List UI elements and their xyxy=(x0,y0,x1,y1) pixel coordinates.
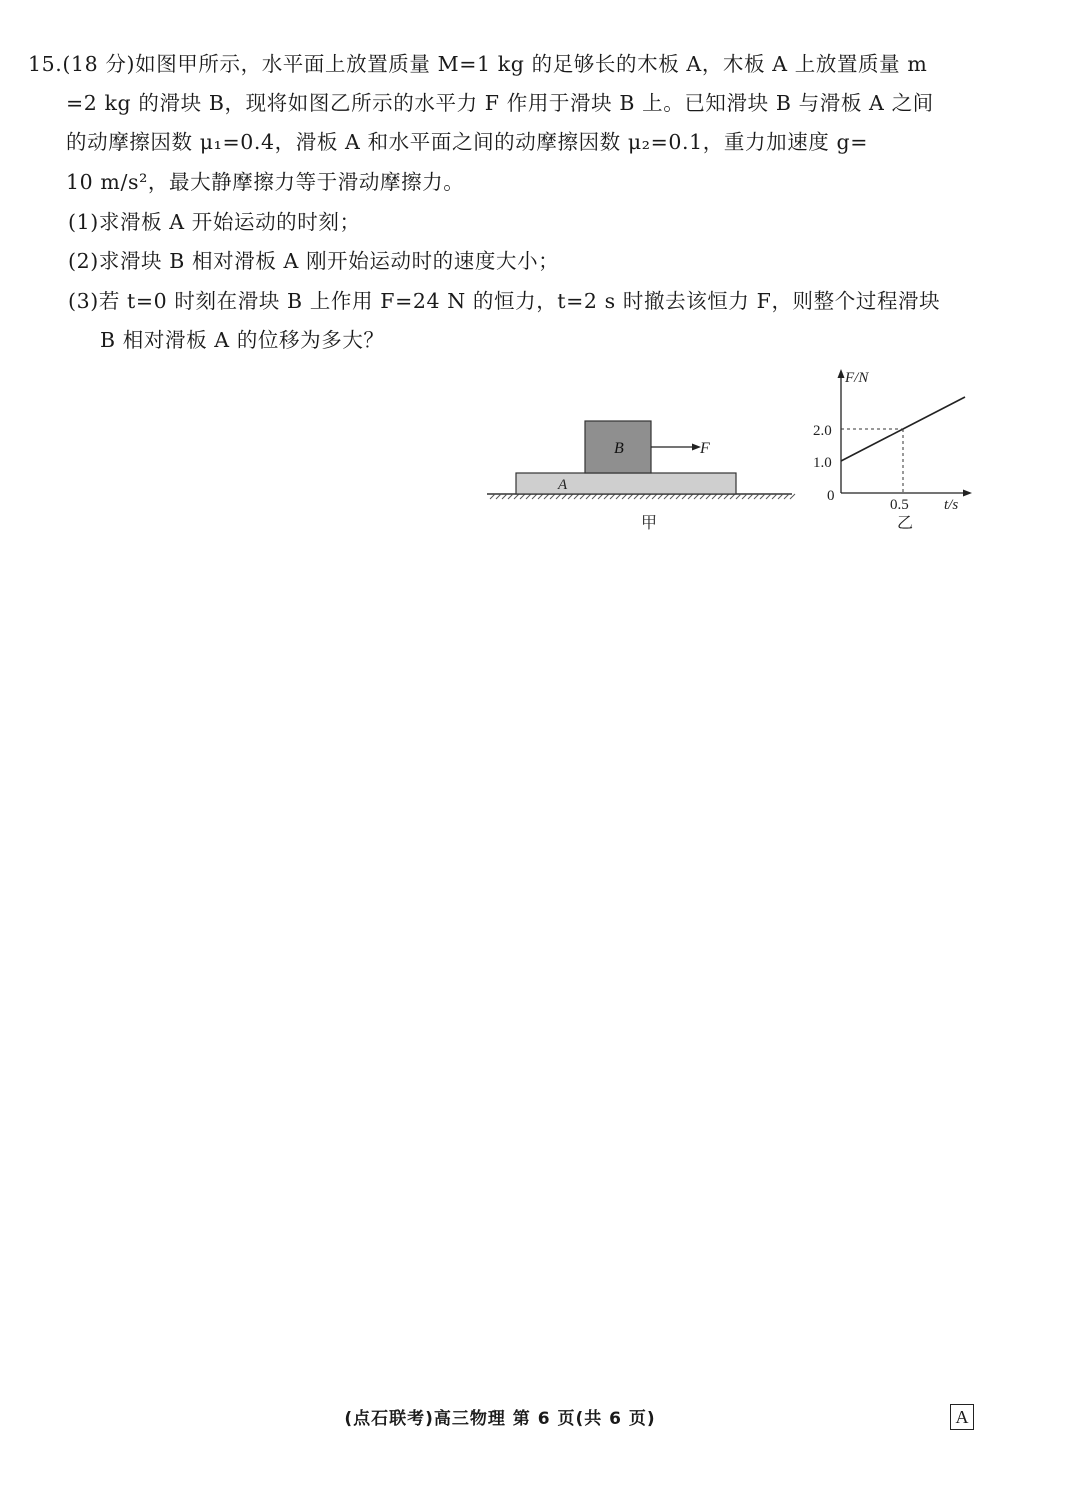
figure-jia-caption: 甲 xyxy=(641,513,658,532)
page-footer: (点石联考)高三物理 第 6 页(共 6 页) xyxy=(344,1409,656,1429)
tick-label-x-0.5: 0.5 xyxy=(890,497,909,513)
board-a-label: A xyxy=(558,477,568,493)
question-15-line-2: =2 kg 的滑块 B，现将如图乙所示的水平力 F 作用于滑块 B 上。已知滑块 B 与滑板 A 之间 xyxy=(66,91,934,115)
question-15-line-1: 15.(18 分)如图甲所示，水平面上放置质量 M=1 kg 的足够长的木板 A，木板 A 上放置质量 m xyxy=(28,52,928,76)
y-axis-arrow xyxy=(838,369,845,378)
figure-yi-chart xyxy=(0,0,1080,560)
tick-label-y-2: 2.0 xyxy=(813,423,832,439)
version-badge: A xyxy=(950,1404,974,1430)
question-15-line-4: 10 m/s²，最大静摩擦力等于滑动摩擦力。 xyxy=(66,170,465,194)
origin-label: 0 xyxy=(827,488,835,504)
x-axis-label: t/s xyxy=(944,497,959,513)
sub-question-1: (1)求滑板 A 开始运动的时刻； xyxy=(68,210,361,234)
tick-label-y-1: 1.0 xyxy=(813,455,832,471)
question-15-line-3: 的动摩擦因数 μ₁=0.4，滑板 A 和水平面之间的动摩擦因数 μ₂=0.1，重力加速度 g= xyxy=(66,130,869,154)
sub-question-2: (2)求滑块 B 相对滑板 A 刚开始运动时的速度大小； xyxy=(68,249,560,273)
force-label: F xyxy=(700,440,710,457)
block-b-label: B xyxy=(614,440,624,457)
sub-question-3-line-2: B 相对滑板 A 的位移为多大？ xyxy=(100,328,385,352)
x-axis-arrow xyxy=(963,490,972,497)
y-axis-label: F/N xyxy=(845,370,869,386)
sub-question-3-line-1: (3)若 t=0 时刻在滑块 B 上作用 F=24 N 的恒力，t=2 s 时撤去该恒力 F，则整个过程滑块 xyxy=(68,289,941,313)
figure-yi-caption: 乙 xyxy=(897,513,914,532)
